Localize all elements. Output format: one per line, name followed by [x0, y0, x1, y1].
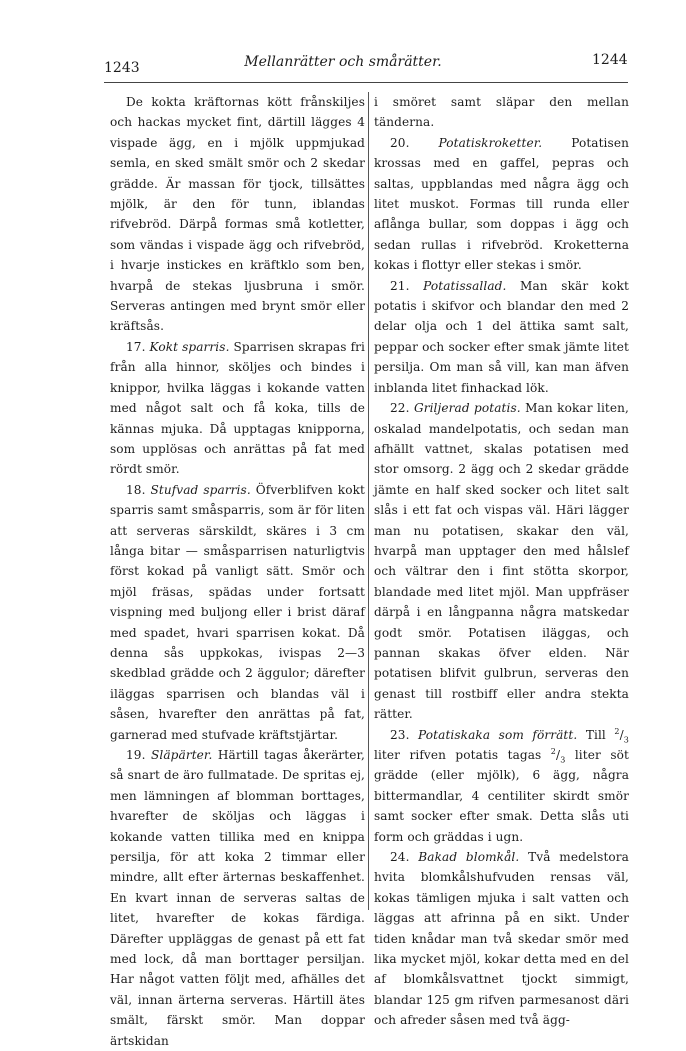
recipe-title: Kokt sparris.	[149, 339, 230, 354]
recipe-number: 23.	[390, 727, 410, 742]
recipe-23	[374, 725, 629, 847]
recipe-title: Griljerad potatis.	[413, 401, 521, 416]
header-rule	[104, 82, 628, 83]
fraction-denominator: 3	[623, 735, 629, 744]
recipe-text: Härtill tagas åkerärter, så snart de äro fullmatade. De spritas ej, men lämningen af blomman borttages, hvarefter de sköljas och läggas i kokande vatten tillika med en knippa persilja, för att koka 2 timmar eller mindre, allt efter ärternas beskaffenhet. En kvart innan de serveras saltas de litet, hvarefter de kokas färdiga. Därefter uppläggas de genast på ett fat med lock, då man borttager persiljan. Har något vatten följt med, afhälles det väl, innan ärterna serveras. Härtill ätes smält, färskt smör. Man doppar ärtskidan	[110, 748, 365, 1048]
recipe-text: Sparrisen skrapas fri från alla hinnor, sköljes och bindes i knippor, hvilka läggas i kokande vatten med något salt och få koka, tills de kännas mjuka. Då upptagas knipporna, som upplösas och anrättas på fat med rördt smör.	[110, 339, 365, 477]
recipe-number: 18.	[126, 482, 146, 497]
recipe-number: 24.	[390, 850, 410, 865]
recipe-number: 22.	[390, 401, 410, 416]
page-header	[0, 50, 686, 80]
recipe-text: Man kokar liten, oskalad mandelpotatis, och sedan man afhällt vattnet, skalas potatisen med stor omsorg. 2 ägg och 2 skedar grädde jämte en half sked socker och litet salt slås i ett fat och vispas väl. Häri lägger man nu potatisen, skakar den väl, hvarpå man upptager den med hålslef och vältrar den i fint stötta skorpor, blandade med litet mjöl. Man uppfräser därpå i en långpanna några matskedar godt smör. Potatisen iläggas, och pannan skakas öfver elden. När potatisen blifvit gulbrun, serveras den genast till rostbiff eller andra stekta rätter.	[374, 401, 629, 722]
running-title: Mellanrätter och smårätter.	[244, 54, 442, 70]
recipe-text: Två medelstora hvita blomkålshufvuden rensas väl, kokas tämligen mjuka i salt vatten och läggas att afrinna på en sikt. Under tiden knådar man två skedar smör med lika mycket mjöl, kokar detta med en del af blomkålsvattnet tjockt simmigt, blandar 125 gm rifven parmesanost däri och afreder såsen med två ägg-	[374, 850, 629, 1028]
recipe-24	[374, 847, 629, 1031]
right-column	[374, 92, 629, 1031]
recipe-number: 21.	[390, 278, 410, 293]
recipe-text-a: Till	[585, 727, 606, 742]
recipe-title: Stufvad sparris.	[150, 482, 251, 497]
recipe-text: Man skär kokt potatis i skifvor och blandar den med 2 delar olja och 1 del ättika samt salt, peppar och socker efter smak jämte litet persilja. Om man så vill, kan man äfven inblanda litet finhackad lök.	[374, 278, 629, 395]
recipe-title: Bakad blomkål.	[418, 850, 520, 865]
recipe-17	[110, 337, 365, 480]
recipe-22	[374, 398, 629, 725]
page-number-right: 1244	[592, 52, 628, 68]
continued-text: i smöret samt släpar den mellan tänderna.	[374, 95, 629, 130]
recipe-18	[110, 480, 365, 745]
recipe-number: 20.	[390, 135, 410, 150]
recipe-20	[374, 133, 629, 276]
recipe-text: Potatisen krossas med en gaffel, pepras och saltas, uppblandas med några ägg och litet muskot. Formas till runda eller aflånga bullar, som doppas i ägg och sedan rullas i rifvebröd. Kroketterna kokas i flottyr eller stekas i smör.	[374, 135, 629, 273]
recipe-text-c: liter söt grädde (eller mjölk), 6 ägg, några bittermandlar, 4 centiliter skirdt smör samt socker efter smak. Detta slås uti form och gräddas i ugn.	[374, 748, 629, 844]
recipe-text-b: liter rifven potatis tagas	[374, 748, 542, 762]
recipe-title: Potatissallad.	[423, 278, 507, 293]
recipe-21	[374, 276, 629, 398]
intro-paragraph: De kokta kräftornas kött frånskiljes och hackas mycket fint, därtill lägges 4 vispade ägg, en i mjölk uppmjukad semla, en sked smält smör och 2 skedar grädde. Är massan för tjock, tillsättes mjölk, är den för tunn, iblandas rifvebröd. Därpå formas små kotletter, som vändas i vispade ägg och rifvebröd, i hvarje instickes en kräftklo som ben, hvarpå de stekas ljusbruna i smör. Serveras antingen med brynt smör eller kräftsås.	[110, 95, 365, 334]
fraction-denominator: 3	[560, 755, 566, 765]
fraction-numerator: 2	[614, 726, 620, 736]
recipe-number: 19.	[126, 748, 146, 762]
fraction-numerator: 2	[550, 746, 556, 756]
page-number-left: 1243	[104, 60, 140, 76]
recipe-19	[110, 745, 365, 1051]
recipe-title: Släpärter.	[151, 748, 213, 762]
column-divider	[368, 92, 369, 910]
recipe-title: Potatiskroketter.	[438, 135, 543, 150]
fraction-two-thirds: $^2/_3$	[550, 746, 566, 765]
recipe-text: Öfverblifven kokt sparris samt småsparris, som är för liten att serveras särskildt, skäres i 3 cm långa bitar — småsparrisen naturligtvis först kokad på vanligt sätt. Smör och mjöl fräsas, spädas under fortsatt vispning med buljong eller i brist däraf med spadet, hvari sparrisen kokat. Då denna sås uppkokas, ivispas 2—3 skedblad grädde och 2 äggulor; därefter iläggas sparrisen och blandas väl i såsen, hvarefter den anrättas på fat, garnerad med stufvade kräftstjärtar.	[110, 482, 365, 742]
fraction-two-thirds: $^2/_3$	[614, 726, 629, 744]
left-column	[110, 92, 365, 1051]
recipe-title: Potatiskaka som förrätt.	[418, 727, 578, 742]
recipe-number: 17.	[126, 339, 146, 354]
